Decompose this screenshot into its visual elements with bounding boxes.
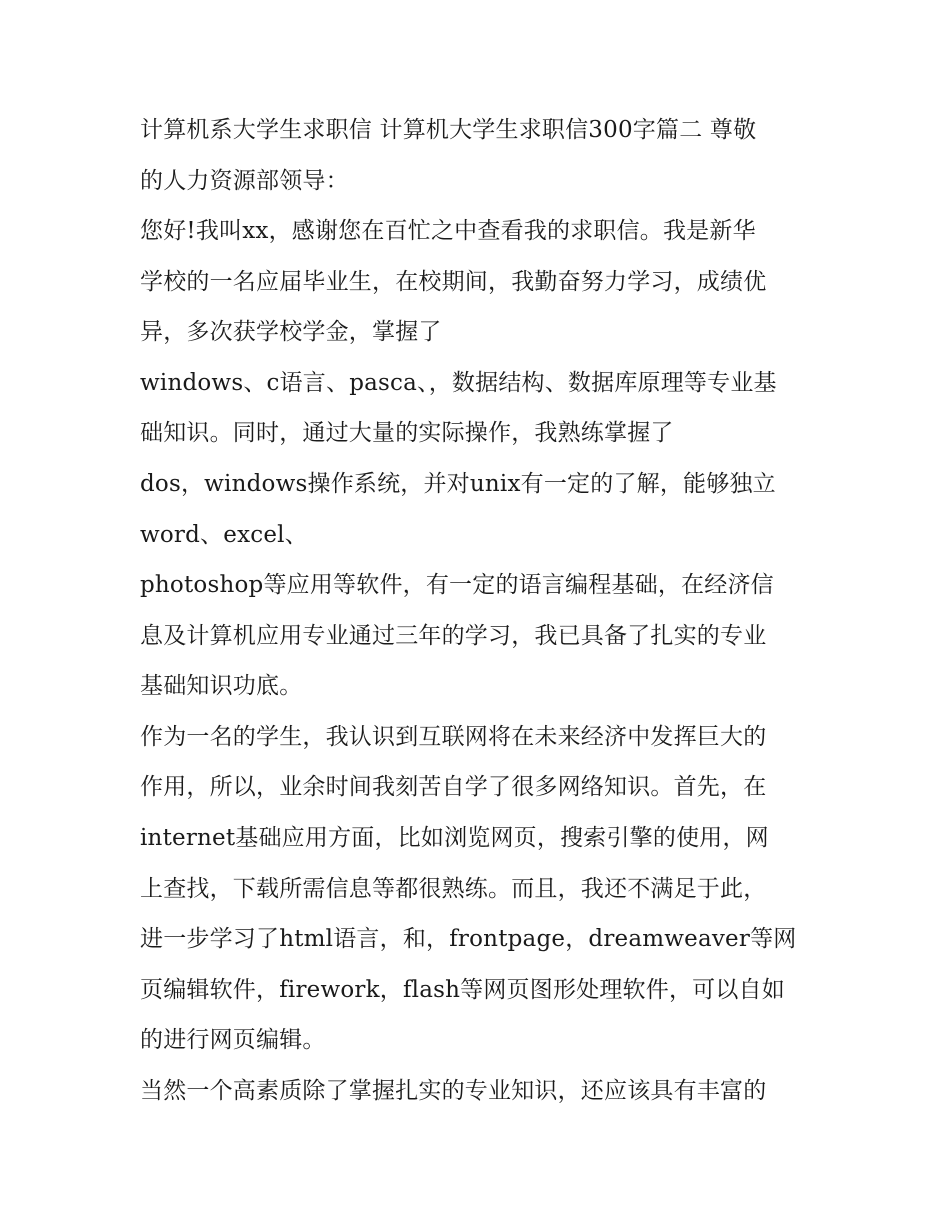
text-line: 作为一名的学生，我认识到互联网将在未来经济中发挥巨大的 (140, 724, 767, 750)
text-line: 上查找，下载所需信息等都很熟练。而且，我还不满足于此， (140, 876, 767, 902)
text-line: 异，多次获学校学金，掌握了 (140, 319, 442, 345)
text-line: 础知识。同时，通过大量的实际操作，我熟练掌握了 (140, 420, 674, 446)
text-line: 计算机系大学生求职信 计算机大学生求职信300字篇二 尊敬 (140, 117, 757, 143)
text-line: 进一步学习了html语言，和，frontpage，dreamweaver等网 (140, 926, 797, 952)
text-line: windows、c语言、pasca、，数据结构、数据库原理等专业基 (140, 370, 777, 396)
text-line: 您好!我叫xx，感谢您在百忙之中查看我的求职信。我是新华 (140, 218, 756, 244)
text-line: 页编辑软件，firework，flash等网页图形处理软件，可以自如 (140, 977, 785, 1003)
text-line: dos，windows操作系统，并对unix有一定的了解，能够独立 (140, 471, 776, 497)
text-line: 基础知识功底。 (140, 673, 303, 699)
text-line: 当然一个高素质除了掌握扎实的专业知识，还应该具有丰富的 (140, 1078, 767, 1104)
text-line: photoshop等应用等软件，有一定的语言编程基础，在经济信 (140, 572, 774, 598)
text-line: 的人力资源部领导： (140, 168, 349, 194)
text-line: 的进行网页编辑。 (140, 1027, 326, 1053)
text-line: 学校的一名应届毕业生，在校期间，我勤奋努力学习，成绩优 (140, 269, 767, 295)
text-line: 息及计算机应用专业通过三年的学习，我已具备了扎实的专业 (140, 623, 767, 649)
text-line: internet基础应用方面，比如浏览网页，搜索引擎的使用，网 (140, 825, 769, 851)
text-line: 作用，所以，业余时间我刻苦自学了很多网络知识。首先，在 (140, 774, 767, 800)
text-line: word、excel、 (140, 522, 308, 548)
